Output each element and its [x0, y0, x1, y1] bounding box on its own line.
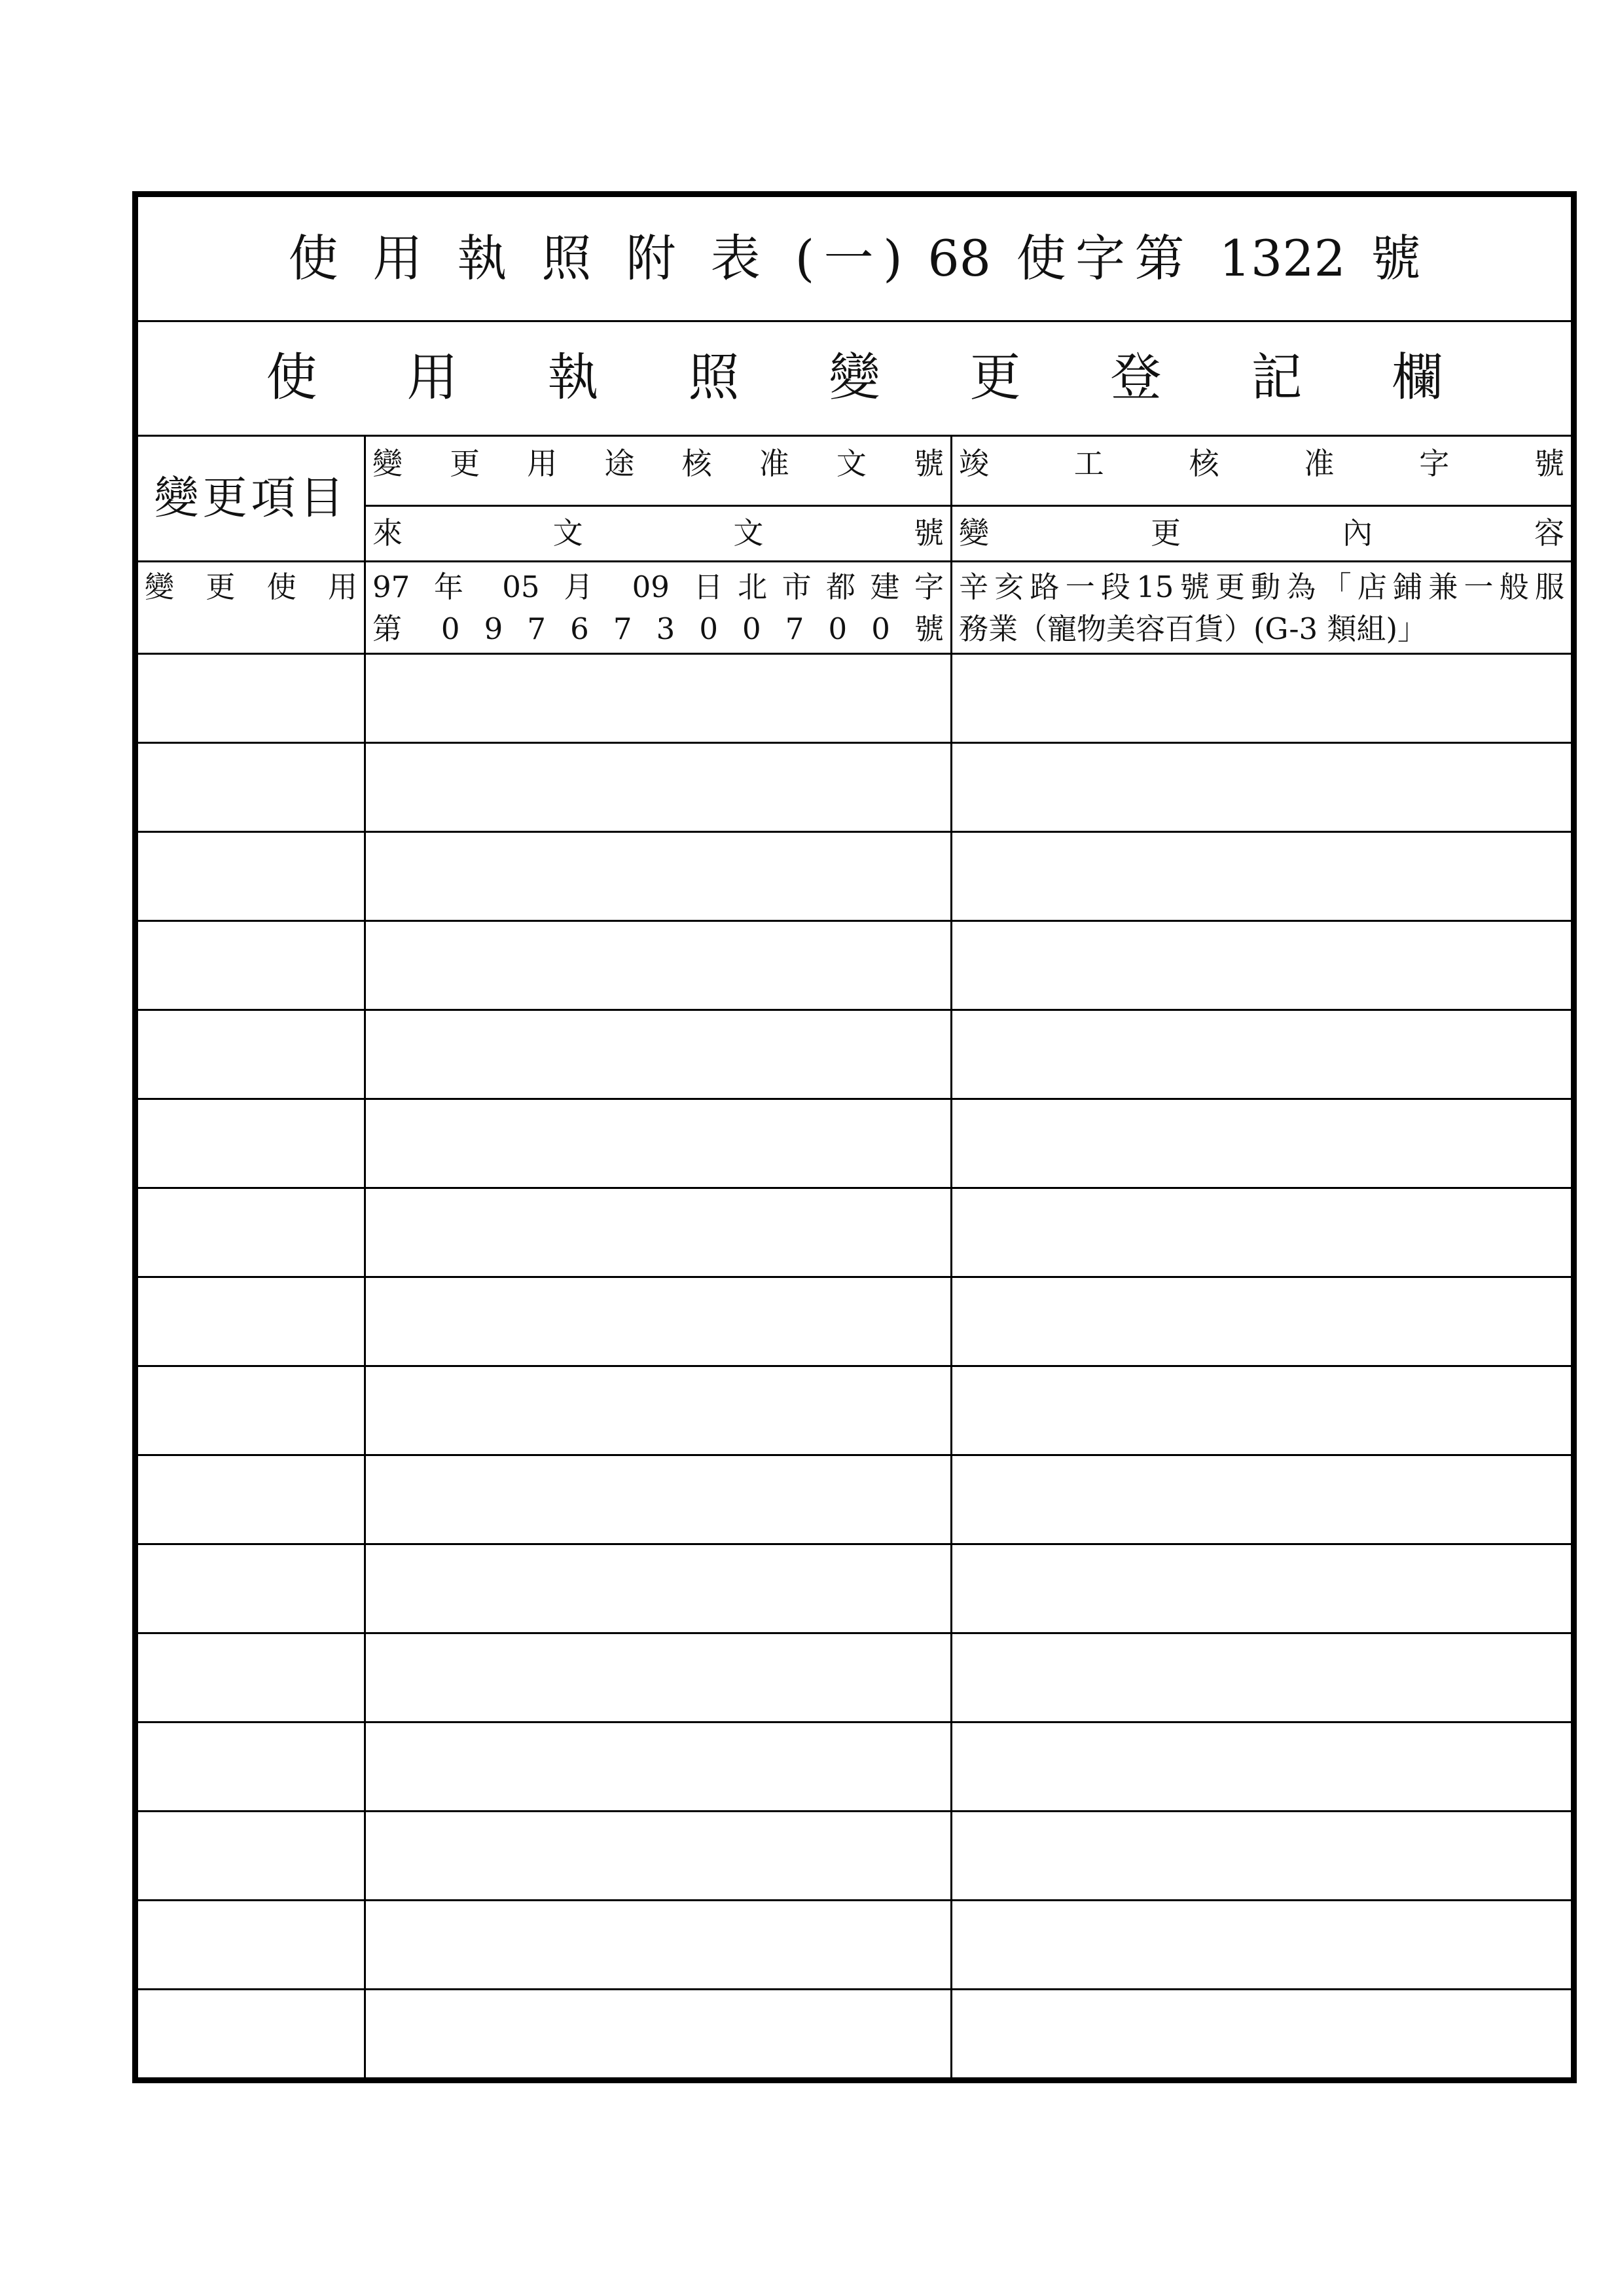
header-change-item: 變更項目 — [135, 436, 365, 562]
change-item-cell — [135, 1099, 365, 1188]
header-completion-approval-no: 竣 工 核 准 字 號 — [959, 446, 1565, 481]
table-row — [135, 654, 1574, 743]
change-content-cell — [952, 1455, 1574, 1544]
title-cell — [135, 194, 1574, 321]
change-content-cell — [952, 1366, 1574, 1455]
document-number-cell — [365, 832, 952, 921]
change-content-cell — [952, 1812, 1574, 1901]
change-item-cell — [135, 654, 365, 743]
document-number-cell — [365, 1366, 952, 1455]
document-number-cell — [365, 743, 952, 832]
table-row — [135, 1010, 1574, 1099]
table-row — [135, 1455, 1574, 1544]
header-incoming-doc-no: 來 文 文 號 — [372, 515, 944, 551]
change-item-cell — [135, 1990, 365, 2081]
table-row — [135, 1544, 1574, 1633]
table-row — [135, 1812, 1574, 1901]
header-incoming-doc-no-cell — [365, 506, 952, 562]
table-row — [135, 743, 1574, 832]
change-content-cell — [952, 654, 1574, 743]
table-row — [135, 1901, 1574, 1990]
change-item-cell — [135, 1722, 365, 1812]
table-row — [135, 921, 1574, 1010]
document-number-cell — [365, 1010, 952, 1099]
title-row — [135, 194, 1574, 321]
document-number-cell — [365, 921, 952, 1010]
table-row — [135, 832, 1574, 921]
change-content-cell — [952, 743, 1574, 832]
section-heading: 使 用 執 照 變 更 登 記 欄 — [266, 348, 1443, 408]
document-number-cell — [365, 1633, 952, 1722]
change-content-cell — [952, 832, 1574, 921]
change-item-cell — [135, 1455, 365, 1544]
change-item-cell — [135, 921, 365, 1010]
change-content-cell — [952, 1722, 1574, 1812]
change-content-cell — [952, 1544, 1574, 1633]
change-item-cell — [135, 1544, 365, 1633]
table-row — [135, 1366, 1574, 1455]
change-item-cell — [135, 1010, 365, 1099]
table-row — [135, 1722, 1574, 1812]
header-row-1 — [135, 436, 1574, 506]
change-content-cell — [952, 1277, 1574, 1366]
change-content-cell — [952, 562, 1574, 654]
change-content-line: 辛亥路一段15號更動為「店鋪兼一般服 — [959, 570, 1565, 604]
document-number-line: 第 0 9 7 6 7 3 0 0 7 0 0 號 — [372, 611, 944, 646]
change-item-cell — [135, 562, 365, 654]
document-title: 使 用 執 照 附 表 (一) 68 使字第 1322 號 — [288, 229, 1421, 288]
header-change-content-cell — [952, 506, 1574, 562]
change-content-cell — [952, 1010, 1574, 1099]
change-item-cell — [135, 1901, 365, 1990]
change-item-cell — [135, 1366, 365, 1455]
document-number-cell — [365, 1990, 952, 2081]
document-number-cell — [365, 562, 952, 654]
change-content-cell — [952, 1099, 1574, 1188]
header-approval-doc-no-cell — [365, 436, 952, 506]
table-row — [135, 1188, 1574, 1277]
change-content-cell — [952, 1633, 1574, 1722]
document-number-cell — [365, 1544, 952, 1633]
document-number-line: 97 年 05 月 09 日北市都建字 — [372, 570, 944, 604]
document-number-cell — [365, 1455, 952, 1544]
change-item-cell — [135, 832, 365, 921]
document-number-cell — [365, 1099, 952, 1188]
table-row — [135, 1277, 1574, 1366]
change-item-cell — [135, 1188, 365, 1277]
change-item-cell — [135, 1633, 365, 1722]
change-content-cell — [952, 921, 1574, 1010]
change-item-cell — [135, 1812, 365, 1901]
table-row — [135, 1990, 1574, 2081]
change-content-cell — [952, 1990, 1574, 2081]
change-content-cell — [952, 1901, 1574, 1990]
document-number-cell — [365, 1277, 952, 1366]
header-completion-approval-no-cell — [952, 436, 1574, 506]
section-heading-cell — [135, 321, 1574, 436]
change-content-line: 務業（寵物美容百貨）(G-3 類組)」 — [959, 611, 1428, 646]
table-row — [135, 562, 1574, 654]
table-row — [135, 1633, 1574, 1722]
change-item-cell — [135, 1277, 365, 1366]
header-approval-doc-no: 變 更 用 途 核 准 文 號 — [372, 446, 944, 481]
document-number-cell — [365, 1188, 952, 1277]
change-content-cell — [952, 1188, 1574, 1277]
change-item-cell — [135, 743, 365, 832]
table-row — [135, 1099, 1574, 1188]
usage-permit-change-register-table — [132, 191, 1577, 2083]
document-number-cell — [365, 1722, 952, 1812]
document-number-cell — [365, 1901, 952, 1990]
header-change-content: 變 更 內 容 — [959, 515, 1565, 551]
document-number-cell — [365, 1812, 952, 1901]
section-heading-row — [135, 321, 1574, 436]
change-item-text: 變 更 使 用 — [145, 570, 357, 604]
document-number-cell — [365, 654, 952, 743]
